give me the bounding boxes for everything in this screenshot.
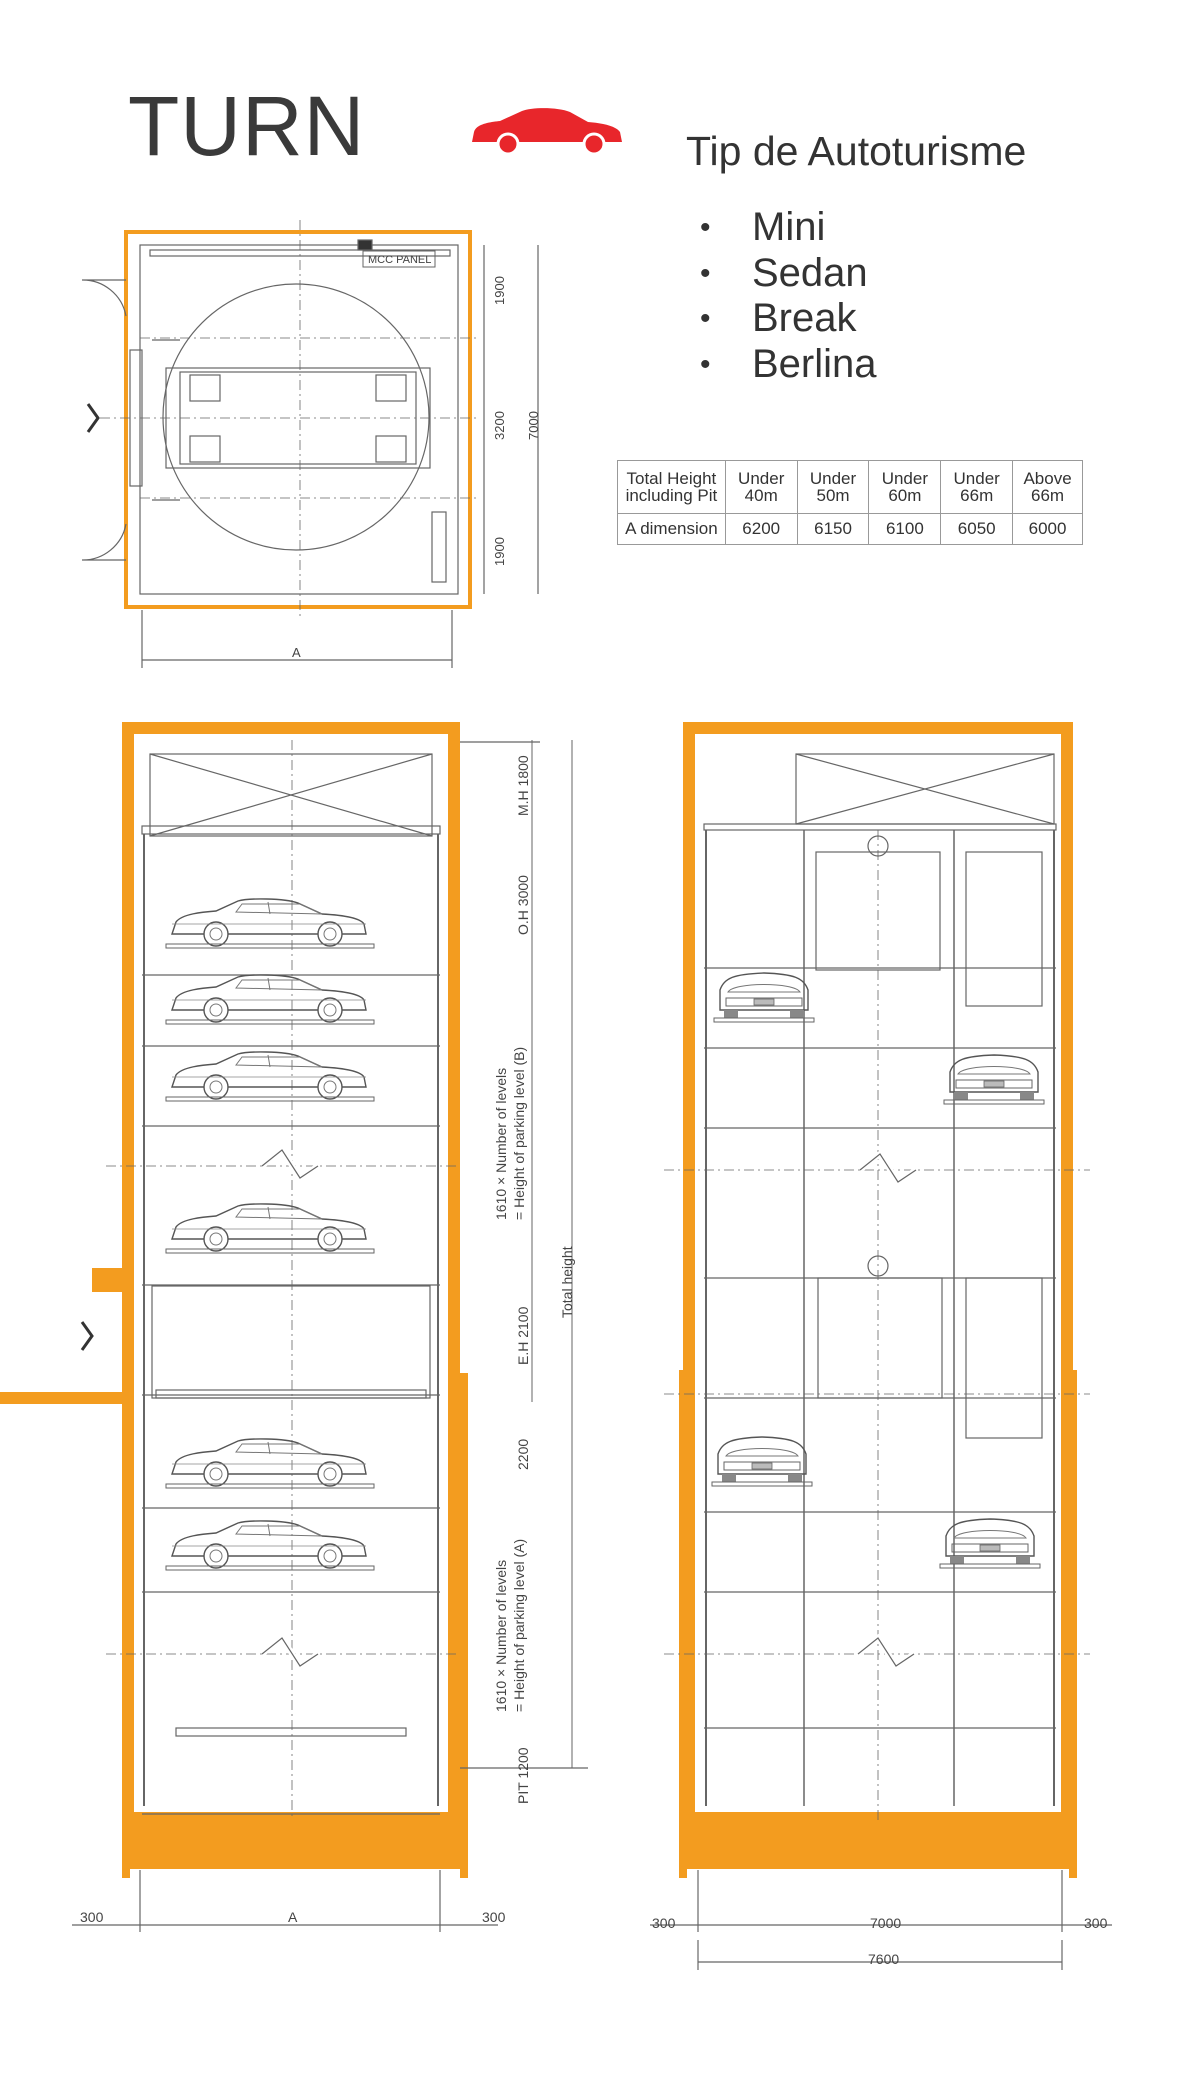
table-cell: 6150 bbox=[797, 514, 869, 545]
dim-bottom-total: 7600 bbox=[868, 1951, 900, 1967]
section-cars bbox=[166, 899, 374, 1570]
table-cell: 6100 bbox=[869, 514, 941, 545]
mcc-panel-label: MCC PANEL bbox=[368, 254, 432, 266]
plan-view bbox=[82, 220, 538, 668]
car-type-item: • Sedan bbox=[700, 250, 868, 295]
car-type-label: Berlina bbox=[752, 341, 877, 386]
table-header-cell: Under 66m bbox=[941, 461, 1013, 514]
total-height-label: Total height bbox=[559, 1246, 575, 1318]
car-type-label: Sedan bbox=[752, 250, 868, 295]
dim-bottom-right: 300 bbox=[1084, 1915, 1108, 1931]
dim-levels-a-line2: = Height of parking level (A) bbox=[511, 1538, 527, 1712]
dim-levels-a-line1: 1610 × Number of levels bbox=[493, 1559, 509, 1712]
table-cell: 6000 bbox=[1013, 514, 1083, 545]
table-header-cell: Above 66m bbox=[1013, 461, 1083, 514]
table-header-cell: Under 40m bbox=[725, 461, 797, 514]
dim-levels-b-line1: 1610 × Number of levels bbox=[493, 1067, 509, 1220]
dim-pit: PIT 1200 bbox=[515, 1747, 531, 1804]
dim-eh: E.H 2100 bbox=[515, 1306, 531, 1365]
dim-top: 1900 bbox=[492, 276, 507, 305]
table-cell: 6200 bbox=[725, 514, 797, 545]
dim-mid: 3200 bbox=[492, 411, 507, 440]
table-header-cell: Under 50m bbox=[797, 461, 869, 514]
car-type-item: • Mini bbox=[700, 205, 826, 249]
table-header-cell: Under 60m bbox=[869, 461, 941, 514]
car-type-label: Mini bbox=[752, 205, 826, 249]
side-labels bbox=[652, 1915, 1108, 1967]
dim-bottom-right: 300 bbox=[482, 1909, 506, 1925]
dim-levels-b-line2: = Height of parking level (B) bbox=[511, 1046, 527, 1220]
dim-bottom-mid: 7000 bbox=[870, 1915, 902, 1931]
car-type-item: • Berlina bbox=[700, 341, 877, 386]
car-type-label: Break bbox=[752, 296, 857, 340]
car-type-item: • Break bbox=[700, 296, 857, 340]
table-header-cell: Total Height including Pit bbox=[618, 461, 726, 514]
dim-total: 7000 bbox=[526, 411, 541, 440]
width-label: A bbox=[292, 645, 301, 660]
side-view bbox=[650, 722, 1112, 1970]
dim-bottom: 1900 bbox=[492, 537, 507, 566]
table-row-label: A dimension bbox=[618, 514, 726, 545]
dim-mid-height: 2200 bbox=[515, 1438, 531, 1470]
page-title: TURN bbox=[128, 79, 366, 173]
dim-bottom-left: 300 bbox=[652, 1915, 676, 1931]
table-cell: 6050 bbox=[941, 514, 1013, 545]
dim-oh: O.H 3000 bbox=[515, 875, 531, 935]
dim-bottom-mid: A bbox=[288, 1909, 298, 1925]
dim-mh: M.H 1800 bbox=[515, 755, 531, 816]
dim-bottom-left: 300 bbox=[80, 1909, 104, 1925]
car-types-heading: Tip de Autoturisme bbox=[686, 128, 1027, 174]
